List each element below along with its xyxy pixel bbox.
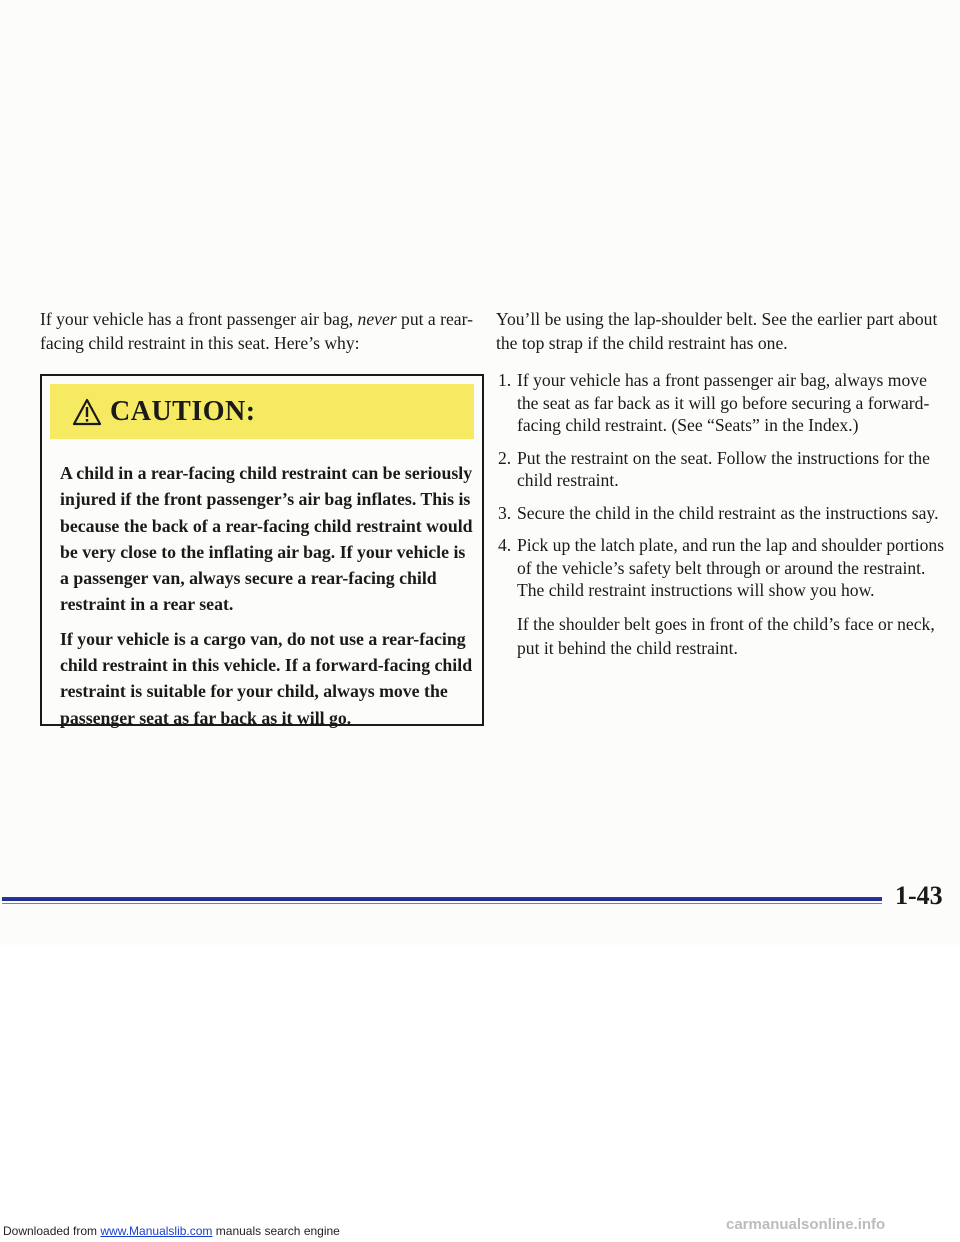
step-text: Put the restraint on the seat. Follow the instructions for the child restraint. <box>517 447 930 490</box>
caution-title: CAUTION: <box>110 395 256 427</box>
page-rule <box>2 897 882 901</box>
caution-header <box>50 384 474 439</box>
left-intro-paragraph <box>40 307 480 355</box>
list-item <box>496 534 952 602</box>
step-text: If your vehicle has a front passenger air bag, always move the seat as far back as it will go before securing a forward-facing child restraint. (See “Seats” in the Index.) <box>517 370 930 435</box>
right-column <box>496 307 952 660</box>
right-intro-paragraph: You’ll be using the lap-shoulder belt. See the earlier part about the top strap if the child restraint has one. <box>496 309 938 353</box>
footer-prefix: Downloaded from <box>3 1224 101 1238</box>
page-rule-thin <box>2 903 882 904</box>
caution-paragraph: If your vehicle is a cargo van, do not use a rear-facing child restraint in this vehicle. If a forward-facing child restraint is suitable for your child, always move the passenger seat as far back as it will go. <box>60 628 473 728</box>
caution-body <box>60 460 478 739</box>
step-number: 3. <box>498 502 512 523</box>
step-number: 2. <box>498 447 512 468</box>
step-number: 4. <box>498 535 512 555</box>
steps-list <box>496 369 952 602</box>
warning-triangle-icon <box>72 398 102 426</box>
manualslib-link[interactable]: www.Manualslib.com <box>100 1224 213 1238</box>
step-number: 1. <box>498 370 512 390</box>
list-item <box>496 502 952 525</box>
footer-suffix: manuals search engine <box>212 1224 340 1238</box>
left-intro-text: If your vehicle has a front passenger air bag, <box>40 309 358 329</box>
note-paragraph: If the shoulder belt goes in front of the child’s face or neck, put it behind the child restraint. <box>517 613 935 658</box>
step-text: Secure the child in the child restraint as the instructions say. <box>517 502 939 523</box>
download-footer <box>3 1224 340 1238</box>
list-item <box>496 369 952 437</box>
caution-box <box>40 374 484 726</box>
watermark-text: carmanualsonline.info <box>726 1216 886 1233</box>
left-intro-text-end: put a rear-facing child restraint in this seat. Here’s why: <box>40 309 473 353</box>
page-number: 1-43 <box>895 881 943 910</box>
left-column <box>40 307 480 355</box>
caution-paragraph: A child in a rear-facing child restraint can be seriously injured if the front passenger’s air bag inflates. This is because the back of a rear-facing child restraint would be very close to the inflating air bag. If your vehicle is a passenger van, always secure a rear-facing child restraint in a rear seat. <box>60 463 473 615</box>
left-intro-emphasis: never <box>357 309 397 329</box>
step-text: Pick up the latch plate, and run the lap and shoulder portions of the vehicle’s safety belt through or around the restraint. The child restraint instructions will show you how. <box>517 535 945 600</box>
list-item <box>496 447 952 492</box>
